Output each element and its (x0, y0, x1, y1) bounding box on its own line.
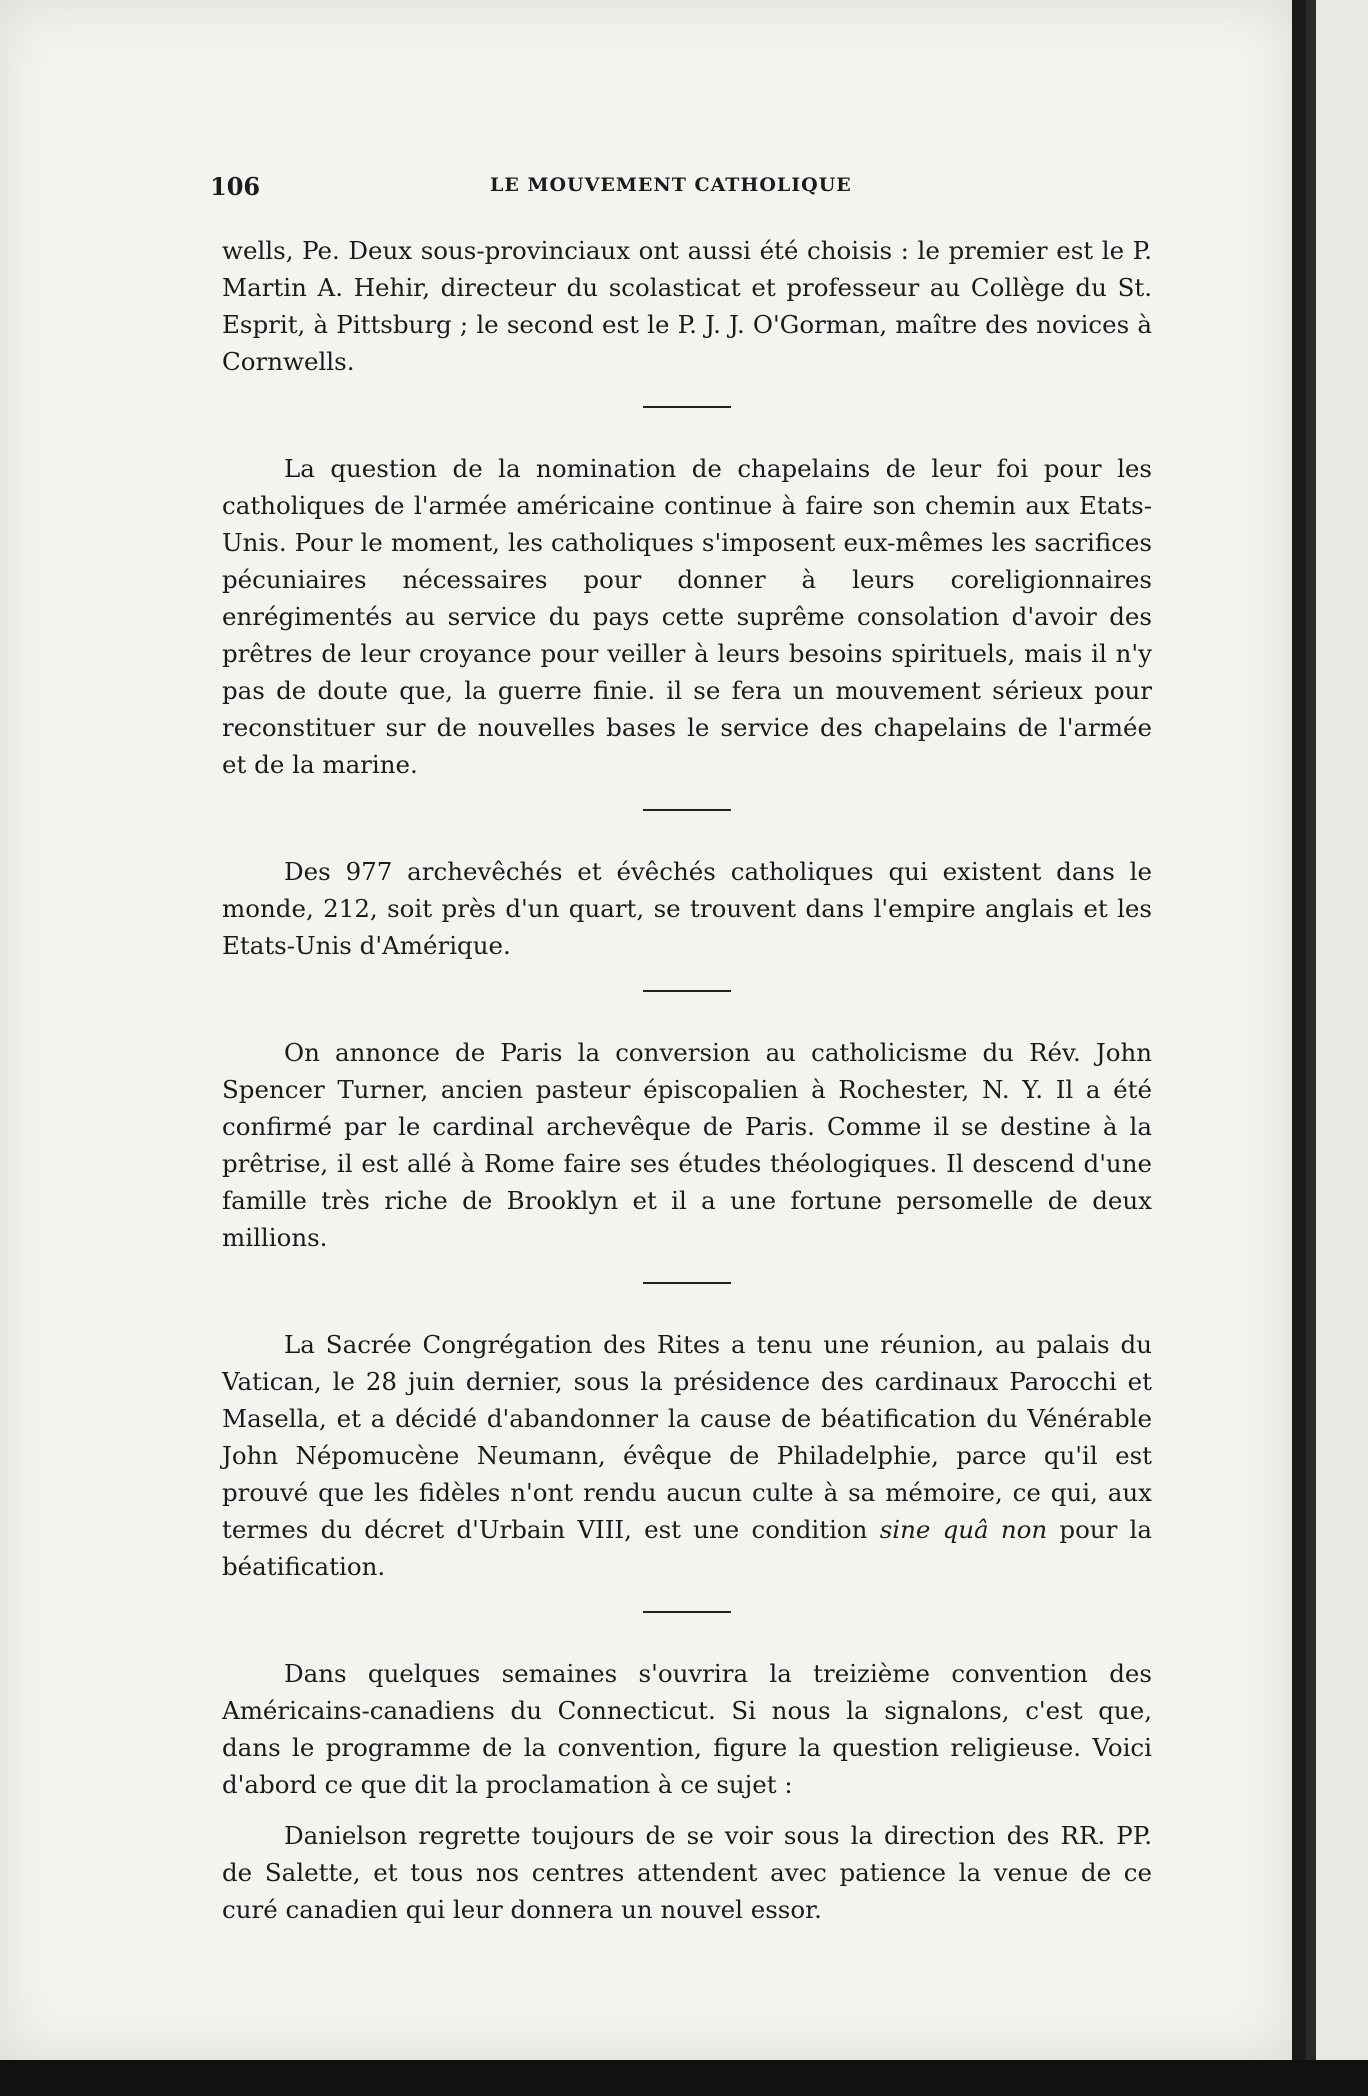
section-divider (643, 809, 731, 811)
paragraph-conversion: On annonce de Paris la conversion au catholicisme du Rév. John Spencer Turner, ancien pasteur épiscopalien à Rochester, N. Y. Il a été confirmé par le cardinal archevêque de Paris. Comme il se destine à la prêtrise, il est allé à Rome faire ses études théologiques. Il descend d'une famille très riche de Brooklyn et il a une fortune persomelle de deux millions. (222, 1038, 1152, 1252)
paragraph-chapelains: La question de la nomination de chapelains de leur foi pour les catholiques de l'armée américaine continue à faire son chemin aux Etats-Unis. Pour le moment, les catholiques s'imposent eux-mêmes les sacrifices pécuniaires nécessaires pour donner à leurs coreligionnaires enrégimentés au service du pays cette suprême consolation d'avoir des prêtres de leur croyance pour veiller à leurs besoins spirituels, mais il n'y pas de doute que, la guerre finie. il se fera un mouvement sérieux pour reconstituer sur de nouvelles bases le service des chapelains de l'armée et de la marine. (222, 454, 1152, 779)
section-divider (643, 1282, 731, 1284)
text-block (222, 232, 1152, 1928)
page-number: 106 (210, 172, 261, 201)
paragraph-sous-provinciaux: wells, Pe. Deux sous-provinciaux ont aussi été choisis : le premier est le P. Martin A. Hehir, directeur du scolasticat et professeur au Collège du St. Esprit, à Pittsburg ; le second est le P. J. J. O'Gorman, maître des novices à Cornwells. (222, 236, 1152, 376)
scan-bottom-edge (0, 2060, 1368, 2096)
running-title: LE MOUVEMENT CATHOLIQUE (490, 174, 852, 196)
paragraph-archeveches: Des 977 archevêchés et évêchés catholiques qui existent dans le monde, 212, soit près d'un quart, se trouvent dans l'empire anglais et les Etats-Unis d'Amérique. (222, 857, 1152, 960)
paragraph-convention: Dans quelques semaines s'ouvrira la treizième convention des Américains-canadiens du Connecticut. Si nous la signalons, c'est que, dans le programme de la convention, figure la question religieuse. Voici d'abord ce que dit la proclamation à ce sujet : (222, 1659, 1152, 1799)
section-divider (643, 1611, 731, 1613)
running-head (210, 172, 1160, 202)
paragraph-gap (222, 1803, 1152, 1817)
paragraph-text-before: La Sacrée Congrégation des Rites a tenu une réunion, au palais du Vatican, le 28 juin dernier, sous la présidence des cardinaux Parocchi et Masella, et a décidé d'abandonner la cause de béatification du Vénérable John Népomucène Neumann, évêque de Philadelphie, parce qu'il est prouvé que les fidèles n'ont rendu aucun culte à sa mémoire, ce qui, aux termes du décret d'Urbain VIII, est une condition (222, 1330, 1152, 1544)
paragraph-danielson: Danielson regrette toujours de se voir sous la direction des RR. PP. de Salette, et tous nos centres attendent avec patience la venue de ce curé canadien qui leur donnera un nouvel essor. (222, 1821, 1152, 1924)
paragraph-congregation-rites (222, 1326, 1152, 1585)
italic-phrase: sine quâ non (879, 1515, 1048, 1544)
paragraph-text-after: pour la béatification. (222, 1515, 1152, 1581)
section-divider (643, 990, 731, 992)
adjacent-page-edge (1306, 0, 1368, 2060)
section-divider (643, 406, 731, 408)
